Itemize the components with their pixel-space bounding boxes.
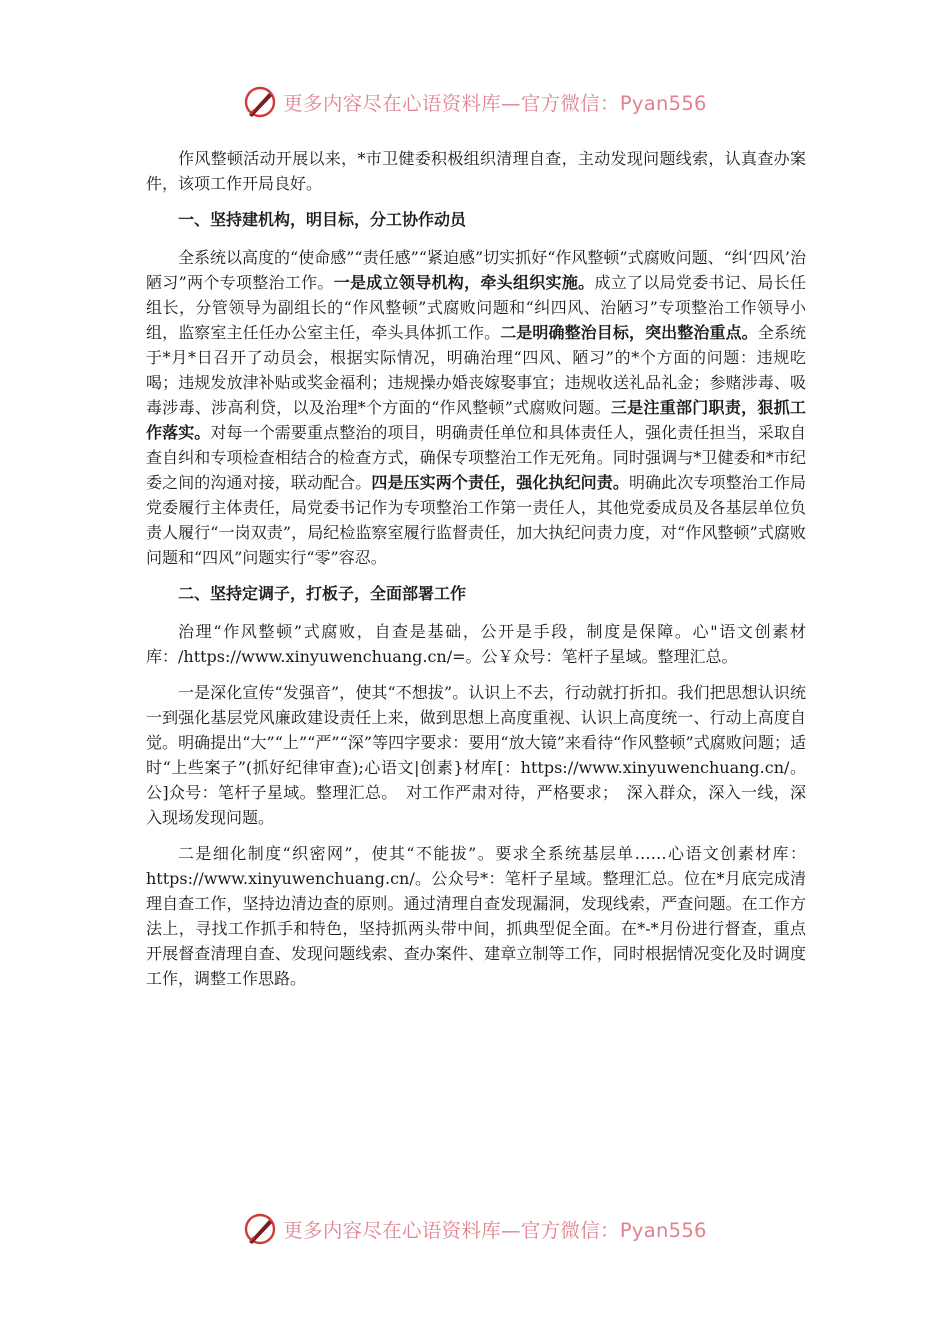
footer-banner	[0, 1209, 950, 1249]
pen-logo-icon	[243, 1212, 277, 1246]
section-heading-2: 二、坚持定调子，打板子，全面部署工作	[178, 584, 467, 603]
header-banner	[0, 82, 950, 122]
section-heading-1: 一、坚持建机构，明目标，分工协作动员	[178, 210, 467, 229]
bold-point-1: 一是成立领导机构，牵头组织实施。	[333, 273, 595, 292]
section-2-intro: 治理“作风整顿”式腐败，自查是基础，公开是手段，制度是保障。心"语文创素材库：/https://www.xinyuwenchuang.cn/=。公￥众号：笔杆子星域。整理汇总。	[146, 622, 806, 666]
text-run: 全系统于*月*日召开了动员会，根据实际情况，明确治理“四风、陋习”的*个方面的问题：违规吃喝；违规发放津补贴或奖金福利；违规操办婚丧嫁娶事宜；违规收送礼品礼金；参赌涉毒、吸毒涉毒、涉高利贷，以及治理*个方面的“作风整顿”式腐败问题。	[146, 323, 806, 417]
text-run: 全系统以高度的“使命感”“责任感”“紧迫感”切实抓好“作风整顿”式腐败问题、“纠‘四风’治陋习”两个专项整治工作。	[146, 248, 806, 292]
section-2-point-1: 一是深化宣传“发强音”，使其“不想拔”。认识上不去，行动就打折扣。我们把思想认识统一到强化基层党风廉政建设责任上来，做到思想上高度重视、认识上高度统一、行动上高度自觉。明确提出“大”“上”“严”“深”等四字要求：要用“放大镜”来看待“作风整顿”式腐败问题；适时“上些案子”(抓好纪律审查);心语文|创素}材库[：https://www.xinyuwenchuang.cn/。公]众号：笔杆子星域。整理汇总。 对工作严肃对待，严格要求； 深入群众，深入一线，深入现场发现问题。	[146, 683, 806, 827]
bold-point-4: 四是压实两个责任，强化执纪问责。	[371, 473, 629, 492]
header-banner-text: 更多内容尽在心语资料库—官方微信：Pyan556	[283, 92, 707, 115]
intro-paragraph: 作风整顿活动开展以来，*市卫健委积极组织清理自查，主动发现问题线索，认真查办案件，该项工作开局良好。	[146, 149, 806, 193]
pen-logo-icon	[243, 85, 277, 119]
document-body	[146, 146, 806, 1002]
section-1-paragraph	[146, 245, 806, 570]
text-run: 成立了以局党委书记、局长任组长，分管领导为副组长的“作风整顿”式腐败问题和“纠四风、治陋习”专项整治工作领导小组，监察室主任任办公室主任，牵头具体抓工作。	[146, 273, 806, 342]
footer-banner-text: 更多内容尽在心语资料库—官方微信：Pyan556	[283, 1219, 707, 1242]
text-run: 明确此次专项整治工作局党委履行主体责任，局党委书记作为专项整治工作第一责任人，其他党委成员及各基层单位负责人履行“一岗双责”，局纪检监察室履行监督责任，加大执纪问责力度，对“作风整顿”式腐败问题和“四风”问题实行“零”容忍。	[146, 473, 806, 567]
section-2-point-2: 二是细化制度“织密网”，使其“不能拔”。要求全系统基层单……心语文创素材库：https://www.xinyuwenchuang.cn/。公众号*：笔杆子星域。整理汇总。位在*月底完成清理自查工作，坚持边清边查的原则。通过清理自查发现漏洞，发现线索，严查问题。在工作方法上，寻找工作抓手和特色，坚持抓两头带中间，抓典型促全面。在*-*月份进行督查，重点开展督查清理自查、发现问题线索、查办案件、建章立制等工作，同时根据情况变化及时调度工作，调整工作思路。	[146, 844, 806, 988]
bold-point-2: 二是明确整治目标，突出整治重点。	[500, 323, 758, 342]
text-run: 对每一个需要重点整治的项目，明确责任单位和具体责任人，强化责任担当，采取自查自纠和专项检查相结合的检查方式，确保专项整治工作无死角。同时强调与*卫健委和*市纪委之间的沟通对接，联动配合。	[146, 423, 806, 492]
bold-point-3: 三是注重部门职责，狠抓工作落实。	[146, 398, 806, 442]
